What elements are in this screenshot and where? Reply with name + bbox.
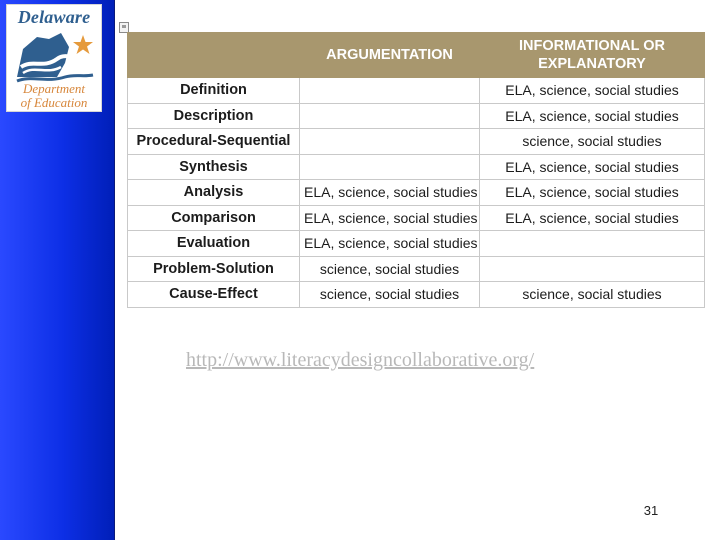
argumentation-cell: science, social studies [300,256,480,282]
informational-cell: ELA, science, social studies [480,103,705,129]
argumentation-cell: ELA, science, social studies [300,231,480,257]
argumentation-cell [300,154,480,180]
table-row [128,180,705,206]
argumentation-cell: science, social studies [300,282,480,308]
table-row [128,282,705,308]
header-informational: INFORMATIONAL OR EXPLANATORY [480,33,705,78]
argumentation-cell [300,129,480,155]
sidebar [0,0,115,540]
informational-cell: ELA, science, social studies [480,78,705,104]
table-row [128,231,705,257]
ldc-website-link[interactable]: http://www.literacydesigncollaborative.org/ [186,349,535,371]
table-row [128,103,705,129]
text-types-table [127,32,704,306]
row-label: Comparison [128,205,300,231]
row-label: Evaluation [128,231,300,257]
informational-cell: science, social studies [480,282,705,308]
row-label: Analysis [128,180,300,206]
row-label: Cause-Effect [128,282,300,308]
logo-subtitle-line2: of Education [20,95,88,110]
delaware-state-icon [13,29,97,85]
informational-cell: science, social studies [480,129,705,155]
informational-cell: ELA, science, social studies [480,154,705,180]
delaware-doe-logo [6,4,102,112]
table-row [128,205,705,231]
argumentation-cell [300,78,480,104]
row-label: Definition [128,78,300,104]
informational-cell: ELA, science, social studies [480,205,705,231]
row-label: Synthesis [128,154,300,180]
table-header-row [128,33,705,78]
argumentation-cell [300,103,480,129]
logo-subtitle-line1: Department [22,81,86,96]
table-row [128,129,705,155]
row-label: Problem-Solution [128,256,300,282]
table-row [128,78,705,104]
row-label: Procedural-Sequential [128,129,300,155]
informational-cell: ELA, science, social studies [480,180,705,206]
header-argumentation: ARGUMENTATION [300,33,480,78]
informational-cell [480,231,705,257]
argumentation-cell: ELA, science, social studies [300,180,480,206]
argumentation-cell: ELA, science, social studies [300,205,480,231]
table-row [128,154,705,180]
informational-cell [480,256,705,282]
table-row [128,256,705,282]
page-number: 31 [643,503,659,518]
header-blank [128,33,300,78]
logo-title: Delaware [17,7,91,27]
row-label: Description [128,103,300,129]
